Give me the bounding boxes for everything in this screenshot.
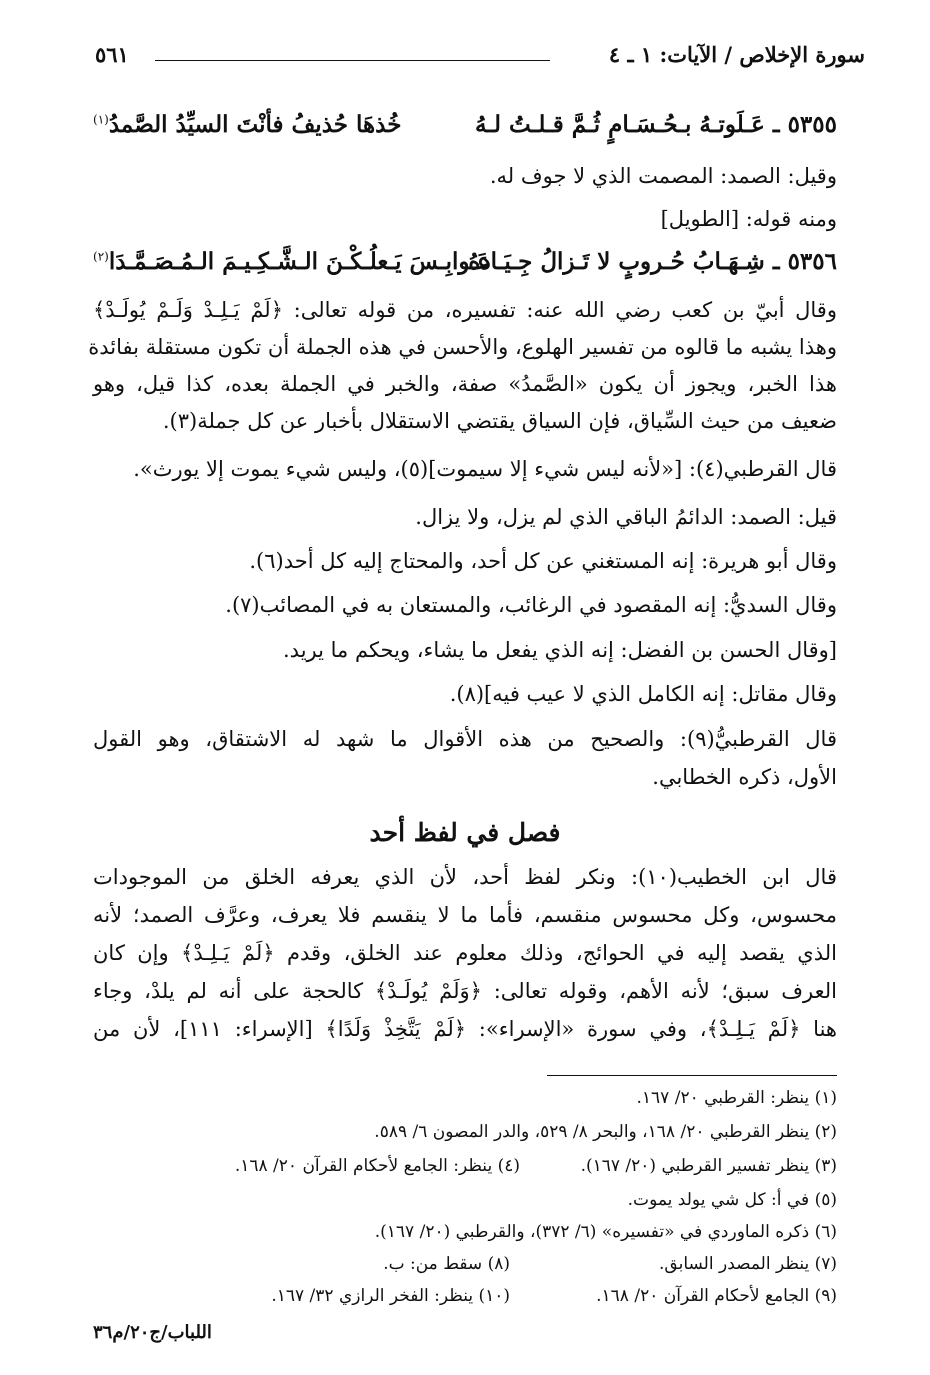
text-line: ومنه قوله: [الطويل] bbox=[660, 207, 837, 231]
text-line: [وقال الحسن بن الفضل: إنه الذي يفعل ما يشاء، ويحكم ما يريد. bbox=[283, 638, 837, 662]
footnote-1: (١) ينظر: القرطبي ٢٠/ ١٦٧. bbox=[636, 1088, 837, 1108]
footnote-3: (٣) ينظر تفسير القرطبي (٢٠/ ١٦٧). bbox=[580, 1156, 837, 1176]
text-line: وقال مقاتل: إنه الكامل الذي لا عيب فيه](٨). bbox=[449, 682, 837, 706]
footnote-7: (٧) ينظر المصدر السابق. bbox=[659, 1254, 837, 1274]
footnote-8: (٨) سقط من: ب. bbox=[383, 1254, 510, 1274]
paragraph-line: ضعيف من حيث السِّياق، فإن السياق يقتضي الاستقلال بأخبار عن كل جملة(٣). bbox=[162, 409, 837, 433]
paragraph-line: هذا الخبر، ويجوز أن يكون «الصَّمدُ» صفة، والخبر في الجملة بعده، كذا قيل، وهو bbox=[93, 372, 837, 396]
verse-5355-second-hemistich bbox=[93, 111, 401, 138]
verse-text: عَـوابِـسَ يَـعلُـكْـنَ الـشَّـكِـيـمَ الـمُـصَـمَّـدَا bbox=[108, 248, 491, 275]
footnote-separator bbox=[547, 1075, 837, 1076]
paragraph-line: الذي يقصد إليه في الحوائج، وذلك معلوم عند الخلق، وقدم ﴿لَمْ يَـلِـدْ﴾ وإن كان bbox=[93, 941, 837, 965]
page-header bbox=[95, 38, 865, 78]
verse-5356-second-hemistich bbox=[93, 248, 491, 275]
text-line: قال القرطبي(٤): [«لأنه ليس شيء إلا سيموت](٥)، وليس شيء يموت إلا يورث». bbox=[133, 457, 837, 481]
footnote-marker: (٢) bbox=[93, 249, 109, 264]
text-line: وقيل: الصمد: المصمت الذي لا جوف له. bbox=[489, 164, 837, 188]
paragraph-line: وهذا يشبه ما قالوه من تفسير الهلوع، والأحسن في هذه الجملة أن تكون مستقلة بفائدة bbox=[88, 335, 837, 359]
volume-signature: اللباب/ج٢٠/م٣٦ bbox=[93, 1322, 212, 1343]
verse-5355-first-hemistich bbox=[475, 111, 837, 138]
header-rule bbox=[155, 60, 550, 61]
footnote-4: (٤) ينظر: الجامع لأحكام القرآن ٢٠/ ١٦٨. bbox=[234, 1156, 520, 1176]
running-title: سورة الإخلاص / الآيات: ١ ـ ٤ bbox=[608, 42, 865, 67]
footnote-5: (٥) في أ: كل شي يولد يموت. bbox=[627, 1190, 837, 1210]
text-line: وقال أبو هريرة: إنه المستغني عن كل أحد، والمحتاج إليه كل أحد(٦). bbox=[249, 549, 837, 573]
paragraph-line: وقال أبيّ بن كعب رضي الله عنه: تفسيره، من قوله تعالى: ﴿لَمْ يَـلِـدْ وَلَـمْ يُولَـدْ﴾ bbox=[93, 298, 837, 322]
paragraph-line: الأول، ذكره الخطابي. bbox=[652, 765, 837, 789]
text-line: وقال السديُّ: إنه المقصود في الرغائب، والمستعان به في المصائب(٧). bbox=[225, 593, 837, 617]
verse-text: ٥٣٥٥ ـ عَـلَوتـهُ بـحُـسَـامٍ ثُـمَّ قـلـتُ لـهُ bbox=[474, 111, 837, 138]
paragraph-line: قال ابن الخطيب(١٠): ونكر لفظ أحد، لأن الذي يعرفه الخلق من الموجودات bbox=[93, 865, 837, 889]
footnote-9: (٩) الجامع لأحكام القرآن ٢٠/ ١٦٨. bbox=[596, 1286, 837, 1306]
footnote-10: (١٠) ينظر: الفخر الرازي ٣٢/ ١٦٧. bbox=[271, 1286, 510, 1306]
page-number: ٥٦١ bbox=[95, 42, 129, 67]
footnote-6: (٦) ذكره الماوردي في «تفسيره» (٦/ ٣٧٢)، والقرطبي (٢٠/ ١٦٧). bbox=[374, 1222, 837, 1242]
section-heading: فصل في لفظ أحد bbox=[369, 818, 561, 847]
verse-5356-first-hemistich bbox=[468, 248, 837, 275]
verse-text: ٥٣٥٦ ـ شِـهَـابُ حُـروبٍ لا تَـزالُ جِـيَـادهُ bbox=[468, 248, 837, 275]
text-line: قيل: الصمد: الدائمُ الباقي الذي لم يزل، ولا يزال. bbox=[415, 505, 837, 529]
footnote-2: (٢) ينظر القرطبي ٢٠/ ١٦٨، والبحر ٨/ ٥٢٩، والدر المصون ٦/ ٥٨٩. bbox=[374, 1122, 837, 1142]
paragraph-line: العرف سبق؛ لأنه الأهم، وقوله تعالى: ﴿وَلَمْ يُولَـدْ﴾ كالحجة على أنه لم يلدْ، وجاء bbox=[93, 979, 837, 1003]
verse-text: خُذهَا حُذيفُ فأنْتَ السيِّدُ الصَّمدُ bbox=[108, 111, 402, 138]
footnote-marker: (١) bbox=[93, 112, 109, 127]
paragraph-line: محسوس، وكل محسوس منقسم، فأما ما لا ينقسم فلا يعرف، وعرَّف الصمد؛ لأنه bbox=[93, 903, 837, 927]
paragraph-line: هنا ﴿لَمْ يَـلِـدْ﴾، وفي سورة «الإسراء»: ﴿لَمْ يَتَّخِذْ وَلَدًا﴾ [الإسراء: ١١١]، لأن من bbox=[93, 1017, 837, 1041]
paragraph-line: قال القرطبيُّ(٩): والصحيح من هذه الأقوال ما شهد له الاشتقاق، وهو القول bbox=[93, 727, 837, 751]
